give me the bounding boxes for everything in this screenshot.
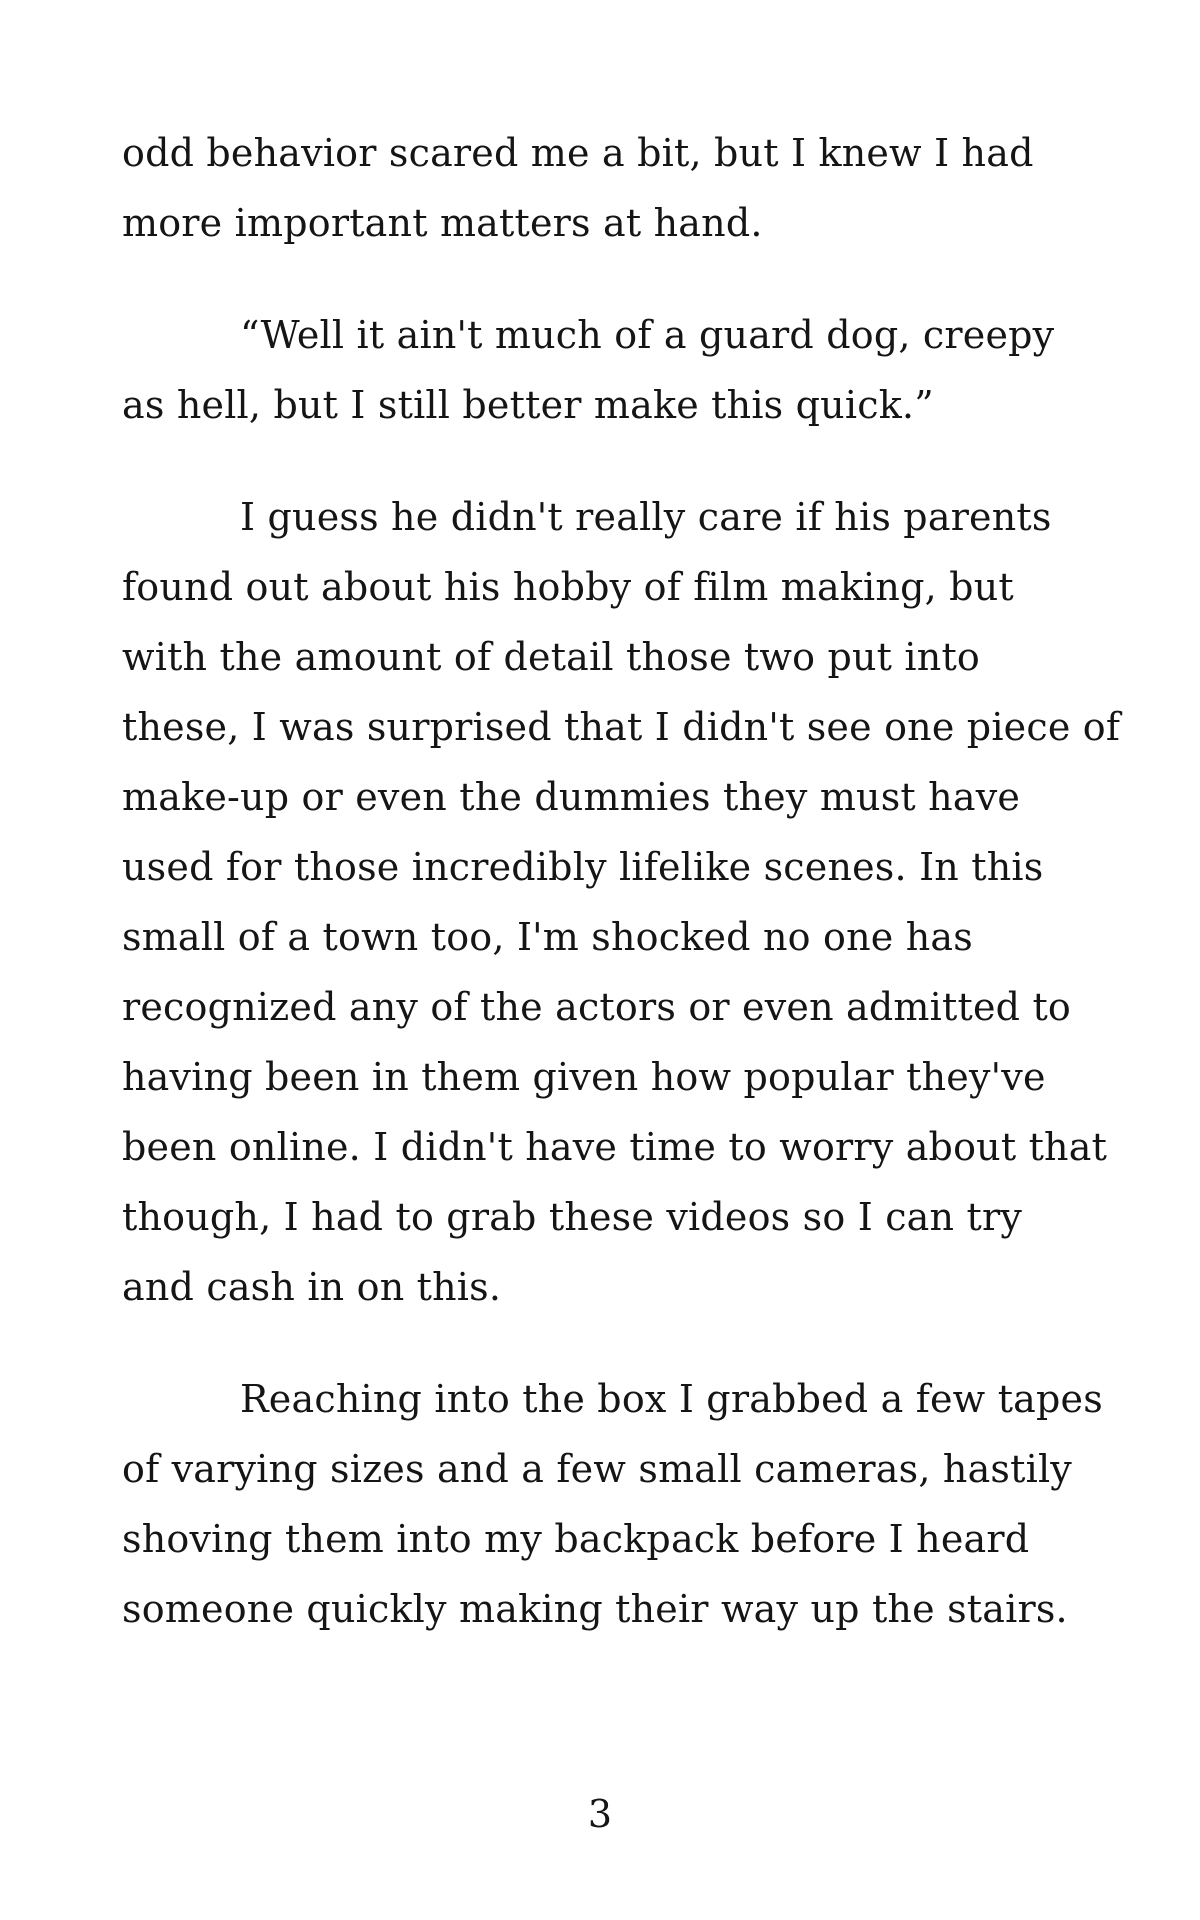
text-line: been online. I didn't have time to worry about that [122, 1125, 1108, 1169]
text-line: of varying sizes and a few small cameras, hastily [122, 1447, 1072, 1491]
text-line: someone quickly making their way up the stairs. [122, 1587, 1068, 1631]
text-line: with the amount of detail those two put into [122, 635, 980, 679]
page-number: 3 [587, 1792, 613, 1836]
text-line: these, I was surprised that I didn't see one piece of [122, 705, 1121, 749]
text-line: found out about his hobby of film making, but [122, 565, 1014, 609]
text-line: as hell, but I still better make this quick.” [122, 383, 934, 427]
story-text [122, 118, 1121, 1686]
text-line: recognized any of the actors or even admitted to [122, 985, 1071, 1029]
text-line: and cash in on this. [122, 1265, 502, 1309]
text-line: more important matters at hand. [122, 201, 763, 245]
text-line-indented: “Well it ain't much of a guard dog, creepy [240, 313, 1055, 357]
text-line: used for those incredibly lifelike scenes. In this [122, 845, 1044, 889]
text-line: odd behavior scared me a bit, but I knew I had [122, 131, 1034, 175]
text-line: shoving them into my backpack before I heard [122, 1517, 1030, 1561]
text-line: make-up or even the dummies they must have [122, 775, 1021, 819]
paragraph-4 [122, 1364, 1112, 1644]
text-line: having been in them given how popular they've [122, 1055, 1046, 1099]
text-line-indented: Reaching into the box I grabbed a few tapes [240, 1377, 1103, 1421]
text-line: small of a town too, I'm shocked no one has [122, 915, 973, 959]
paragraph-3 [122, 482, 1121, 1322]
text-line-indented: I guess he didn't really care if his parents [240, 495, 1052, 539]
text-line: though, I had to grab these videos so I can try [122, 1195, 1022, 1239]
paragraph-2 [122, 300, 1112, 440]
paragraph-1 [122, 118, 1112, 258]
